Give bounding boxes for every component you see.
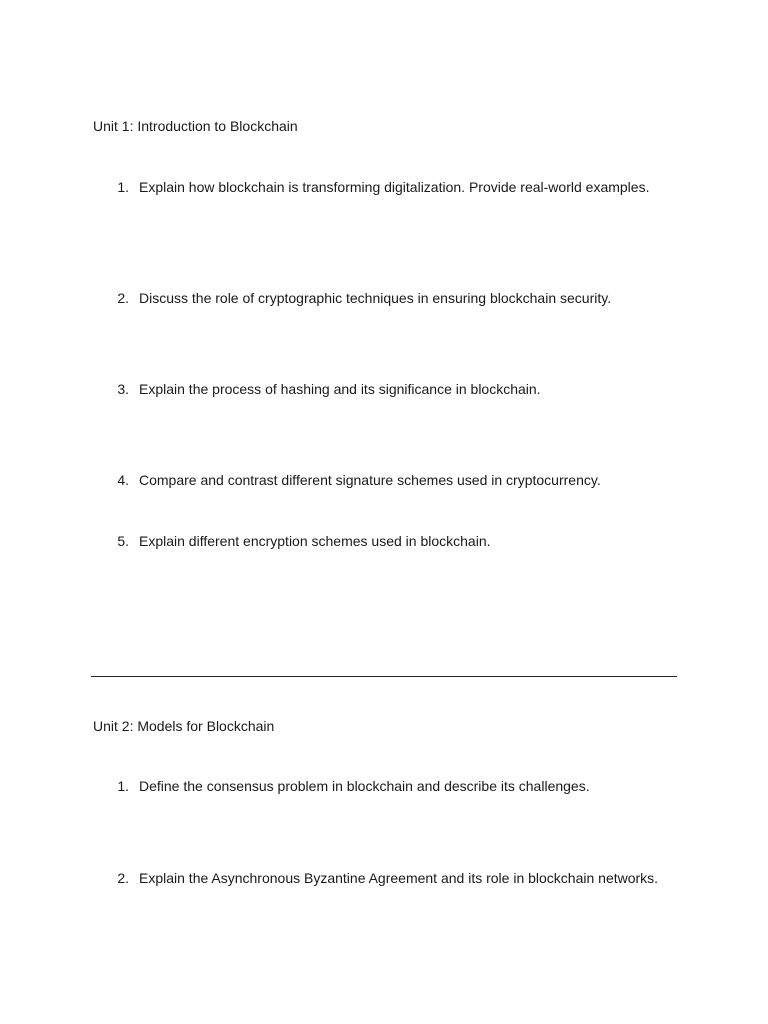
question-text: Discuss the role of cryptographic techniques in ensuring blockchain security. (139, 290, 612, 306)
question-text: Explain different encryption schemes used in blockchain. (139, 533, 491, 549)
question-number: 3. (117, 381, 129, 397)
question-text: Define the consensus problem in blockchain and describe its challenges. (139, 778, 590, 794)
question-text: Compare and contrast different signature schemes used in cryptocurrency. (139, 472, 601, 488)
question-number: 5. (117, 533, 129, 549)
section-divider (91, 676, 677, 677)
unit-2-heading: Unit 2: Models for Blockchain (93, 718, 275, 734)
question-text: Explain the Asynchronous Byzantine Agreement and its role in blockchain networks. (139, 870, 659, 886)
question-number: 2. (117, 290, 129, 306)
question-text: Explain the process of hashing and its significance in blockchain. (139, 381, 541, 397)
question-number: 4. (117, 472, 129, 488)
question-number: 2. (117, 870, 129, 886)
question-text: Explain how blockchain is transforming digitalization. Provide real-world examples. (139, 179, 650, 195)
question-number: 1. (117, 179, 129, 195)
question-number: 1. (117, 778, 129, 794)
unit-1-heading: Unit 1: Introduction to Blockchain (93, 118, 298, 134)
